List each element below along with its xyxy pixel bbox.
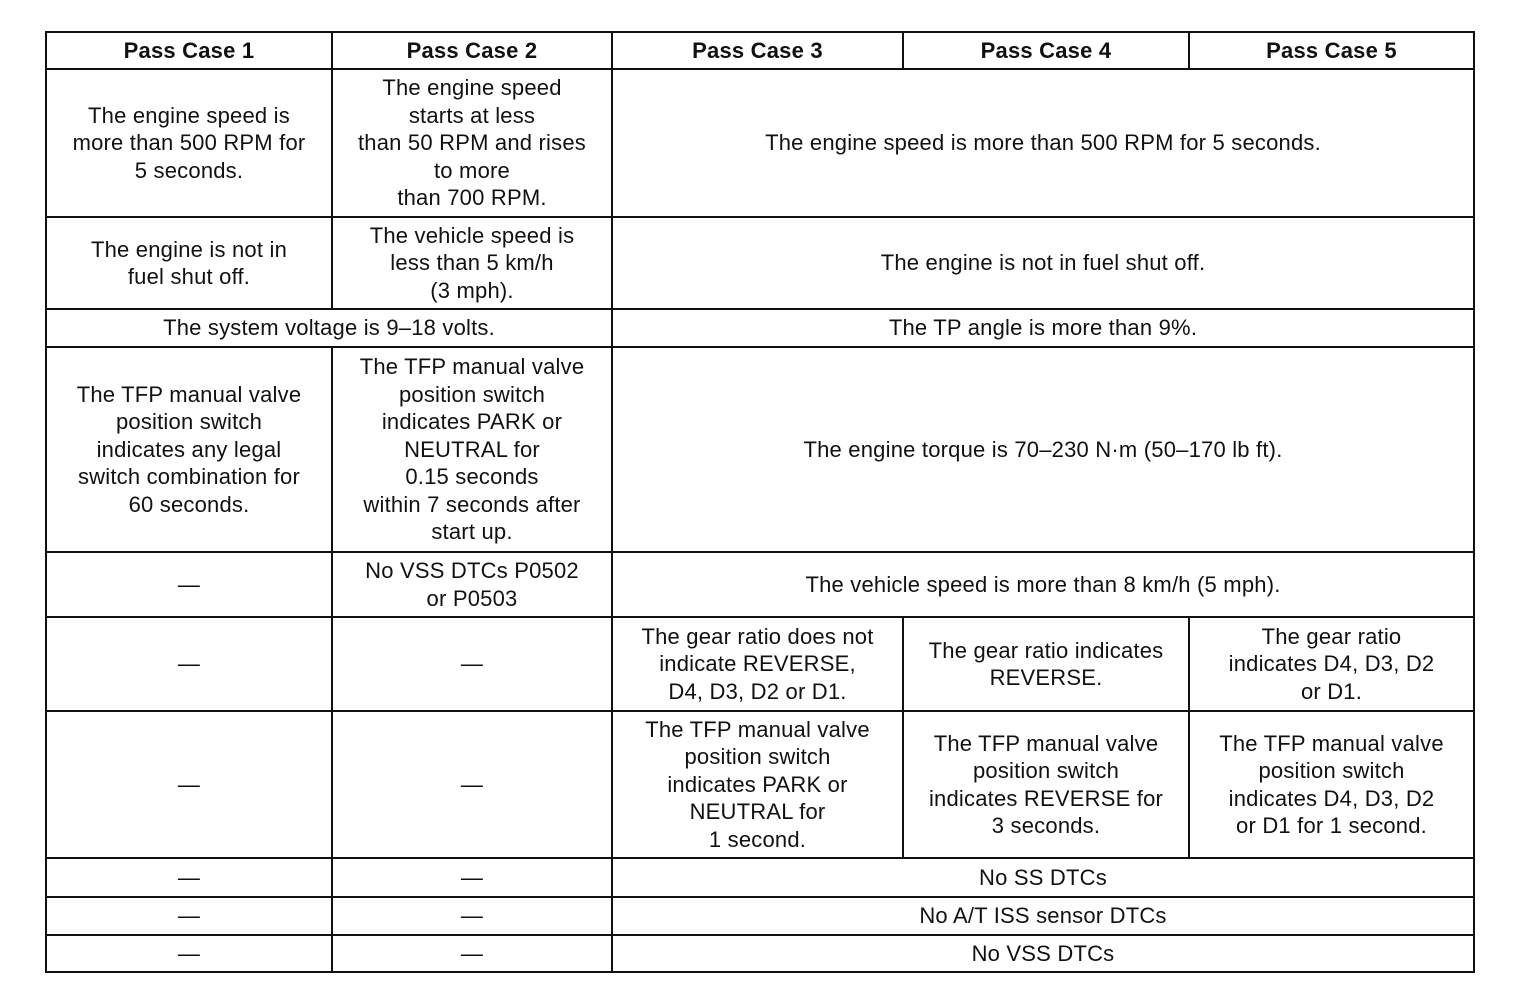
cell-gear-ratio-case4: The gear ratio indicates REVERSE. (903, 617, 1189, 711)
header-pass-case-2: Pass Case 2 (332, 32, 612, 69)
cell-dash: — (46, 552, 332, 617)
cell-dash: — (46, 897, 332, 935)
cell-dash: — (332, 897, 612, 935)
cell-engine-speed-case1: The engine speed is more than 500 RPM for 5 seconds. (46, 69, 332, 217)
table-row (46, 552, 1474, 617)
cell-no-vss-dtcs: No VSS DTCs (612, 935, 1474, 972)
cell-tfp-switch-case4: The TFP manual valve position switch indicates REVERSE for 3 seconds. (903, 711, 1189, 858)
cell-no-ss-dtcs: No SS DTCs (612, 858, 1474, 897)
cell-vehicle-speed-case345: The vehicle speed is more than 8 km/h (5 mph). (612, 552, 1474, 617)
pass-case-table (45, 31, 1475, 973)
table-row (46, 858, 1474, 897)
cell-engine-speed-case345: The engine speed is more than 500 RPM for 5 seconds. (612, 69, 1474, 217)
cell-dash: — (332, 858, 612, 897)
header-row (46, 32, 1474, 69)
cell-engine-speed-case2: The engine speed starts at less than 50 RPM and rises to more than 700 RPM. (332, 69, 612, 217)
table-row (46, 617, 1474, 711)
cell-fuel-shutoff-case345: The engine is not in fuel shut off. (612, 217, 1474, 309)
cell-dash: — (46, 711, 332, 858)
cell-dash: — (46, 935, 332, 972)
table-row (46, 935, 1474, 972)
cell-dash: — (332, 935, 612, 972)
table-row (46, 347, 1474, 552)
cell-no-vss-dtcs-p0502: No VSS DTCs P0502 or P0503 (332, 552, 612, 617)
cell-gear-ratio-case5: The gear ratio indicates D4, D3, D2 or D1. (1189, 617, 1474, 711)
table-row (46, 897, 1474, 935)
cell-dash: — (332, 617, 612, 711)
cell-tfp-switch-case1: The TFP manual valve position switch indicates any legal switch combination for 60 seconds. (46, 347, 332, 552)
header-pass-case-1: Pass Case 1 (46, 32, 332, 69)
cell-vehicle-speed-case2: The vehicle speed is less than 5 km/h (3 mph). (332, 217, 612, 309)
cell-tfp-switch-case3: The TFP manual valve position switch indicates PARK or NEUTRAL for 1 second. (612, 711, 903, 858)
header-pass-case-3: Pass Case 3 (612, 32, 903, 69)
cell-tp-angle: The TP angle is more than 9%. (612, 309, 1474, 347)
cell-tfp-switch-case2: The TFP manual valve position switch indicates PARK or NEUTRAL for 0.15 seconds within 7 seconds after start up. (332, 347, 612, 552)
cell-dash: — (46, 858, 332, 897)
cell-gear-ratio-case3: The gear ratio does not indicate REVERSE, D4, D3, D2 or D1. (612, 617, 903, 711)
cell-tfp-switch-case5: The TFP manual valve position switch indicates D4, D3, D2 or D1 for 1 second. (1189, 711, 1474, 858)
header-pass-case-5: Pass Case 5 (1189, 32, 1474, 69)
cell-dash: — (46, 617, 332, 711)
table-row (46, 69, 1474, 217)
cell-no-iss-dtcs: No A/T ISS sensor DTCs (612, 897, 1474, 935)
table-row (46, 711, 1474, 858)
table-row (46, 217, 1474, 309)
cell-fuel-shutoff-case1: The engine is not in fuel shut off. (46, 217, 332, 309)
cell-system-voltage: The system voltage is 9–18 volts. (46, 309, 612, 347)
header-pass-case-4: Pass Case 4 (903, 32, 1189, 69)
table-row (46, 309, 1474, 347)
cell-dash: — (332, 711, 612, 858)
cell-engine-torque: The engine torque is 70–230 N·m (50–170 lb ft). (612, 347, 1474, 552)
